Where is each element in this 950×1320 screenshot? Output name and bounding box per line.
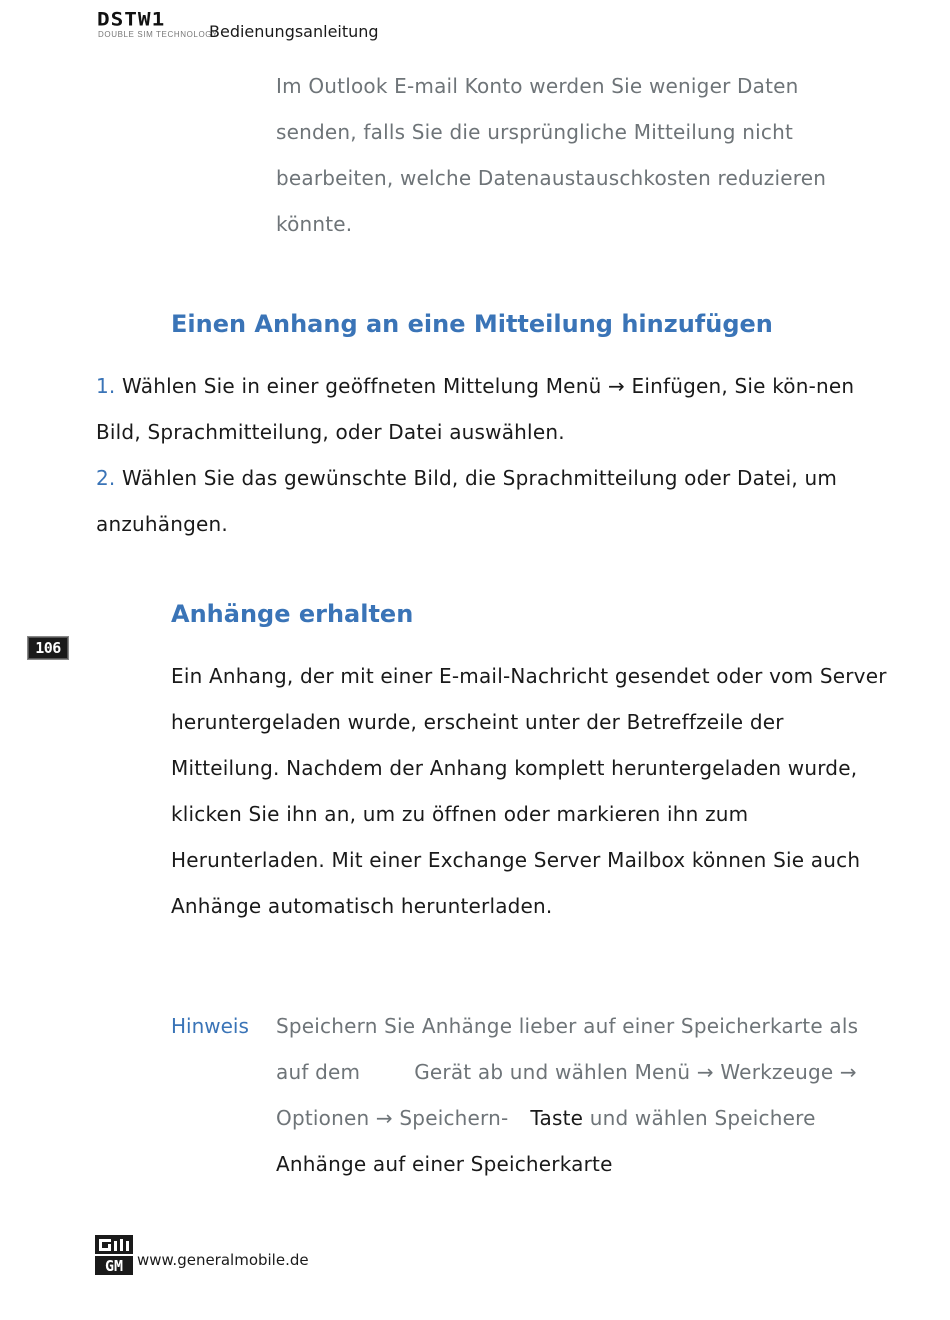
note-label: Hinweis	[171, 1014, 249, 1038]
step-text: Wählen Sie das gewünschte Bild, die Sprachmitteilung oder Datei, um anzuhängen.	[96, 466, 838, 536]
dstw1-logo: DSTW1	[97, 8, 166, 30]
manual-title: Bedienungsanleitung	[209, 22, 379, 41]
step-text: Wählen Sie in einer geöffneten Mittelung Menü → Einfügen, Sie kön-nen Bild, Sprachmitteilung, oder Datei auswählen.	[96, 374, 855, 444]
receive-attachments-paragraph: Ein Anhang, der mit einer E-mail-Nachricht gesendet oder vom Server heruntergeladen wurde, erscheint unter der Betreffzeile der Mitteilung. Nachdem der Anhang komplett heruntergeladen wurde, klicken Sie ihn an, um zu öffnen oder markieren ihn zum Herunterladen. Mit einer Exchange Server Mailbox können Sie auch Anhänge automatisch herunterladen.	[171, 664, 887, 918]
note-text	[276, 1003, 896, 1187]
general-mobile-logo	[95, 1235, 133, 1275]
note-part: Anhänge auf einer Speicherkarte	[276, 1152, 613, 1176]
note-part: und wählen Speichere	[583, 1106, 816, 1130]
steps-list	[96, 363, 886, 547]
page-number-badge: 106	[27, 636, 69, 660]
note-part: Speichern Sie Anhänge lieber auf einer Speicherkarte als auf dem	[276, 1014, 859, 1084]
step-number: 1.	[96, 374, 116, 398]
step-number: 2.	[96, 466, 116, 490]
footer-url[interactable]: www.generalmobile.de	[137, 1251, 309, 1269]
footer-logo-text: GM	[104, 1257, 124, 1275]
intro-paragraph: Im Outlook E-mail Konto werden Sie weniger Daten senden, falls Sie die ursprüngliche Mitteilung nicht bearbeiten, welche Datenaustauschkosten reduzieren könnte.	[276, 74, 827, 236]
section-heading-add-attachment: Einen Anhang an eine Mitteilung hinzufügen	[171, 310, 773, 338]
note-part: Gerät ab und wählen Menü → Werkzeuge → Optionen → Speichern-	[276, 1060, 857, 1130]
section-heading-receive-attachments: Anhänge erhalten	[171, 600, 414, 628]
note-part: Taste	[530, 1106, 584, 1130]
logo-subtitle: DOUBLE SIM TECHNOLOGY	[98, 30, 219, 39]
